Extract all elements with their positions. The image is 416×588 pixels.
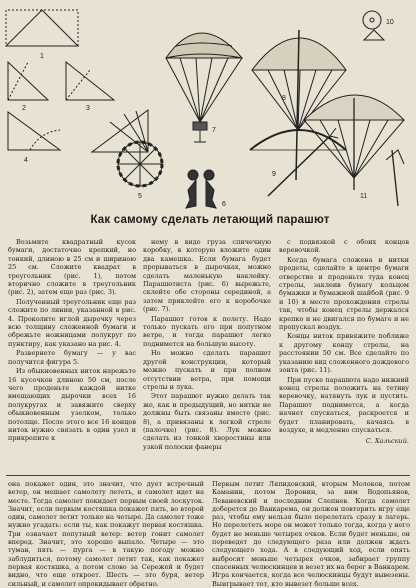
paragraph: Но можно сделать парашют другой конструкции, который можно пускать и при полном отсутствии ветра, при помощи стрелы и лука. [143,349,271,391]
article-title: Как самому сделать летающий парашют [90,214,330,226]
paragraph: нему в виде груза спичечную коробку, в которую вложите один два камешка. Если бумага будет прорываться в дырочках, можно сделать маленькую наклейку. Парашютиста (рис. 6) вырежьте, склейте обе стороны серединой, а затем приклейте его к коробочке (рис. 7). [143,238,271,314]
paragraph: с подвязкой с обоих концов веревочкой. [279,238,409,255]
fig-num-6: 6 [222,201,226,208]
fig-num-2: 2 [22,105,26,112]
article-column-2 [143,238,271,452]
fig-num-3: 3 [86,105,90,112]
section-divider [6,475,410,476]
paragraph: Парашют готов к полету. Надо только пускать его при попутном ветре, и тогда парашют легко поднимется на большую высоту. [143,314,271,348]
fig-num-9: 9 [272,171,276,178]
paragraph: Полученный треугольник еще раз сложите по линии, указанной в рис. 4. Проколите иглой дырочку через всю толщину сложенной бумаги и обрежьте ножницами полукруг по пунктиру, как указано на рис. 4. [8,297,136,348]
fig-10-washer [363,11,384,40]
fig-num-11: 11 [360,193,368,200]
story-column-left: она покажет один, это значит, что дует встречный ветер, он мешает самолету лететь, и самолет идет на месте. Тогда самолет покидает первым своей лоскуток. Значит, если первым костяшка покажет пять, во второй один, самолет летит только на четыре. Да самолет тоже нужно угадать: если ты, как покажут первая костяшка. Три означает попутный ветер: ветер гонит самолет вперед. Значит, это хорошо выпало. Четыре — это туман, пять — пурга — в такую погоду можно заблудиться, потому самолет летит так, как покажет первая костяшка, а потом слово за Сережей и будет видно, что еще откроет. Шесть — это буря, ветер сильный, и самолет опрокидывает обратно. [8,480,204,588]
fig-2-triangle [8,62,48,100]
paragraph: Из обыкновенных ниток нарежьте 16 кусочков длиною 50 см, после чего проденьте каждой нитке вмещающих дырочки всех 16 полукругах и завяжите сверху обыкновенным узелком, только потолще. После этого все 16 концов ниток нужно связать в один узел и прикрепите к [8,367,136,443]
paragraph: Когда бумага сложена и нитки продеты, сделайте в центре бумаги отверстие и проденьте туда конец стрелы, заклеив бумагу кольцом бумажки и бумажной шайбой (рис. 9 и 10) в месте прохождения стрелы так, чтобы конец стрелы держался крепко и не двигался по бумаге и не пропускал воздух. [279,255,409,332]
fig-num-10: 10 [386,19,394,26]
paragraph: Возьмите квадратный кусок бумаги, достаточно крепкий, но тонкий, длиною в 25 см и шириною 25 см. Сложите квадрат в треугольник (рис. 1), потом вторично сложите в треугольник (рис. 2), затем еще раз (рис. 3). [8,238,136,297]
fig-9-bow [250,128,346,196]
paragraph: Этот парашют нужно делать так же, как и предыдущий, но нитки не должны быть связаны вместе (рис. 8), а привязаны к легкой стреле (палочке) (рис. 8). Лук можно сделать из тонкой хворостины или узкой полоски фанеры [143,392,271,451]
article-column-3 [279,238,409,446]
fig-11-umbrella-parachute [304,95,404,190]
paragraph: Развернете бумагу — у вас получится фигура 5. [8,349,136,366]
paragraph: Концы ниток привяжите поближе к другому концу стрелы, на расстоянии 50 см. Все сделайте по указанию вид сложенного дождевого зонта (рис. 11). [279,332,409,375]
article-column-1 [8,238,136,444]
fig-4-folded [8,112,60,150]
fig-11b-closed [386,150,404,206]
fig-num-8: 8 [282,95,286,102]
fig-4b-fan [92,110,148,152]
fig-5-scalloped-circle [118,142,162,186]
fig-1-triangle [6,10,78,46]
fig-6-parachutist [186,170,216,208]
fig-num-5: 5 [138,193,142,200]
fig-num-7: 7 [212,127,216,134]
fig-num-1: 1 [40,53,44,60]
fig-num-4: 4 [24,157,28,164]
fig-7-parachute [166,33,242,142]
illustrations [0,0,416,235]
paragraph: При пуске парашюта надо нижний конец стрелы положить на тетиву веревочку, натянуть лук и пустить. Парашют поднимется, а когда начнет спускаться, раскроется и будет планировать, качаясь в воздухе, и медленно спускаться. [279,375,409,434]
fig-3-triangle [66,62,114,100]
author-signature: С. Хальский. [365,437,409,446]
story-column-right: Первым летит Ляпидовский, вторым Молоков, потом Каманин, потом Доронин, за ним Водопьянов, Леваневский и последним Слепнев. Когда самолет доберется до Ванкарема, он должен повторить игру еще раз, чтобы ему нельзя было перелетать сразу в лагерь. Но перелететь море он может только тогда, когда у него будет не меньше четырех очков. Если будет меньше, он переведет до следующего раза или должен ждать следующего хода. А в следующий ход, если опять выбросит меньше четырех очков, забирает группу спасенных челюскинцев и везет их на берег в Ванкарем. Игра кончается, когда все челюскинцы будут вывезены. Выигрывает тот, кто вывезет больше всех. [212,480,410,588]
